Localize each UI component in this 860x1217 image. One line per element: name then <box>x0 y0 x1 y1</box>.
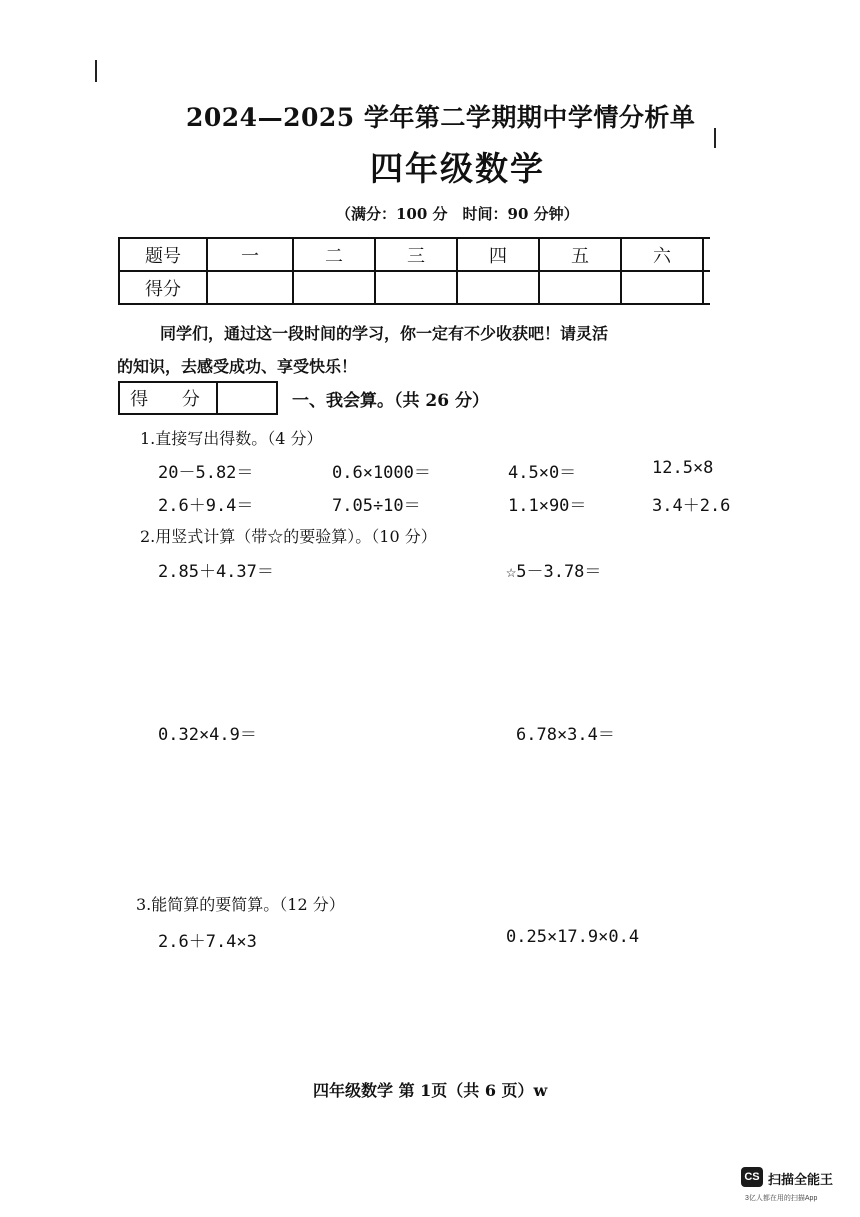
problem-item: 0.32×4.9＝ <box>158 725 257 745</box>
section-title: 一、我会算。（共 26 分） <box>292 391 489 411</box>
problem-item: 0.25×17.9×0.4 <box>506 927 640 947</box>
table-row <box>119 238 710 271</box>
table-row <box>119 271 710 304</box>
column-header: 二 <box>293 238 375 271</box>
problem-item: 1.1×90＝ <box>508 496 587 516</box>
score-cell <box>207 271 293 304</box>
problem-item: 12.5×8 <box>652 458 714 478</box>
score-cell <box>539 271 621 304</box>
column-header: 三 <box>375 238 457 271</box>
question-2-label: 2.用竖式计算（带☆的要验算）。（10 分） <box>140 527 437 546</box>
score-box-blank <box>218 383 276 413</box>
score-cell <box>293 271 375 304</box>
problem-item: 7.05÷10＝ <box>332 496 421 516</box>
problem-item: 6.78×3.4＝ <box>516 725 615 745</box>
intro-line-1: 同学们，通过这一段时间的学习，你一定有不少收获吧！请灵活 <box>160 324 609 343</box>
table-cut-edge <box>703 238 710 271</box>
score-box-label: 得 分 <box>120 383 218 413</box>
score-cell <box>621 271 703 304</box>
column-header: 五 <box>539 238 621 271</box>
score-cell <box>375 271 457 304</box>
score-cell <box>457 271 539 304</box>
column-header: 四 <box>457 238 539 271</box>
problem-item: 20－5.82＝ <box>158 463 254 483</box>
scan-edge-mark <box>95 60 97 82</box>
row-header-score: 得分 <box>119 271 207 304</box>
question-3-label: 3.能简算的要简算。（12 分） <box>136 895 345 914</box>
page-footer: 四年级数学 第 1页（共 6 页）w <box>313 1081 548 1100</box>
section-score-box <box>118 381 278 415</box>
problem-item: 2.85＋4.37＝ <box>158 562 274 582</box>
row-header-number: 题号 <box>119 238 207 271</box>
problem-item: 3.4＋2.6 <box>652 496 731 516</box>
intro-line-2: 的知识，去感受成功、享受快乐！ <box>117 357 358 376</box>
scan-edge-mark <box>714 128 716 148</box>
problem-item: 4.5×0＝ <box>508 463 577 483</box>
problem-item: 2.6＋7.4×3 <box>158 932 257 952</box>
column-header: 六 <box>621 238 703 271</box>
table-cut-edge <box>703 271 710 304</box>
problem-item: 0.6×1000＝ <box>332 463 431 483</box>
document-title: 2024—2025 学年第二学期期中学情分析单 <box>186 103 696 132</box>
watermark-tagline: 3亿人都在用的扫描App <box>745 1195 818 1202</box>
column-header: 一 <box>207 238 293 271</box>
problem-item: 2.6＋9.4＝ <box>158 496 254 516</box>
camscanner-logo-icon: CS <box>741 1167 763 1187</box>
watermark-app-name: 扫描全能王 <box>768 1172 834 1187</box>
exam-meta: （满分：100 分 时间：90 分钟） <box>336 205 579 223</box>
document-subtitle: 四年级数学 <box>370 149 545 188</box>
score-table <box>118 237 710 305</box>
problem-item: ☆5－3.78＝ <box>506 562 602 582</box>
question-1-label: 1.直接写出得数。（4 分） <box>140 429 323 448</box>
